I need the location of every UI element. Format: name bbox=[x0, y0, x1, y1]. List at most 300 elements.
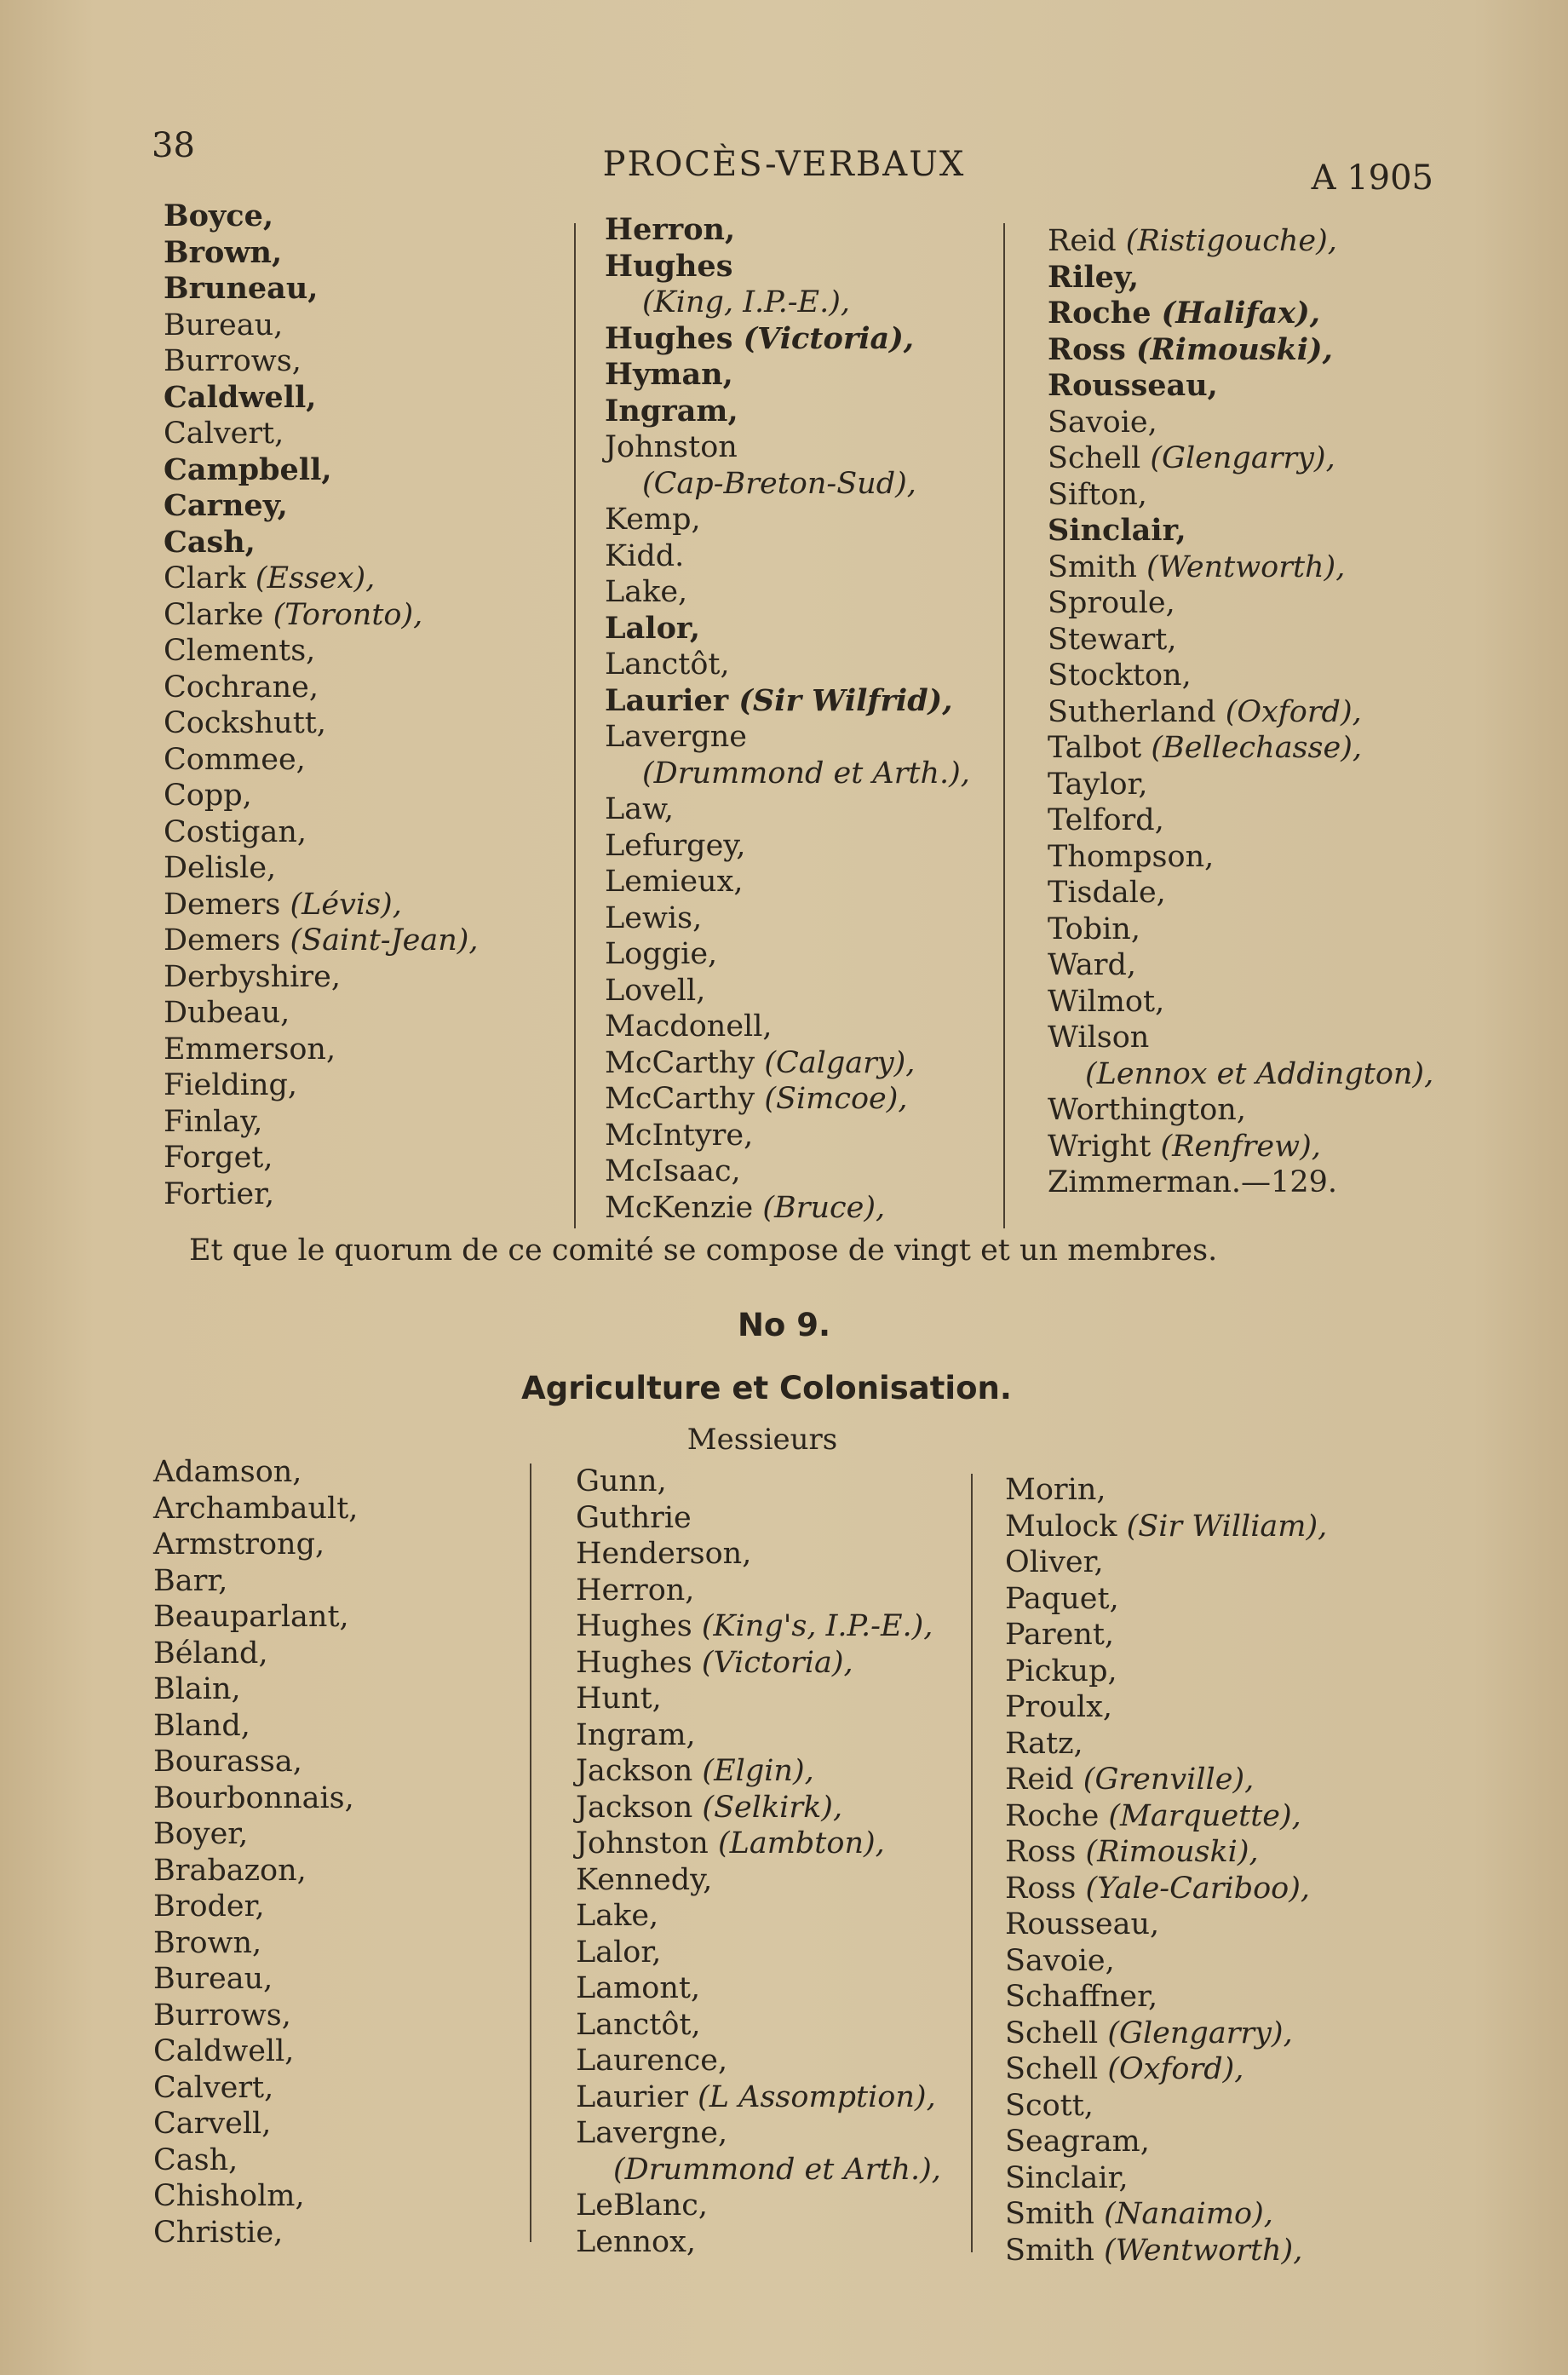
member-entry bbox=[1048, 730, 1433, 767]
member-name: Burrows, bbox=[164, 344, 302, 378]
member-name: Ross bbox=[1005, 1871, 1086, 1906]
member-entry bbox=[605, 900, 970, 937]
member-entry bbox=[164, 561, 479, 597]
member-entry bbox=[1005, 1653, 1327, 1690]
member-name: Mulock bbox=[1005, 1509, 1127, 1544]
member-name: McCarthy bbox=[605, 1082, 765, 1116]
member-name: Schell bbox=[1048, 441, 1151, 475]
member-name: Lewis, bbox=[605, 900, 703, 935]
member-riding: (Rimouski), bbox=[1085, 1835, 1259, 1869]
member-riding: (Sir William), bbox=[1126, 1509, 1328, 1544]
member-entry bbox=[164, 308, 479, 344]
member-riding: (Lévis), bbox=[290, 887, 402, 922]
member-name: Sifton, bbox=[1048, 477, 1147, 512]
member-entry bbox=[605, 538, 970, 575]
member-entry bbox=[605, 611, 970, 647]
member-name: Sinclair, bbox=[1048, 513, 1186, 548]
member-entry bbox=[1048, 440, 1433, 477]
member-riding: (Oxford), bbox=[1225, 694, 1362, 729]
member-name: Cochrane, bbox=[164, 670, 319, 704]
member-riding: (Wentworth), bbox=[1104, 2233, 1303, 2268]
member-entry bbox=[1048, 1020, 1433, 1056]
member-name: Carney, bbox=[164, 488, 288, 523]
member-name: McIsaac, bbox=[605, 1154, 741, 1188]
member-riding: (Victoria), bbox=[701, 1645, 853, 1680]
member-entry bbox=[164, 633, 479, 670]
member-riding: (Yale-Cariboo), bbox=[1085, 1871, 1311, 1906]
member-name: Cockshutt, bbox=[164, 706, 326, 740]
member-name: Derbyshire, bbox=[164, 959, 341, 994]
member-entry bbox=[153, 1816, 358, 1853]
member-name: Wilmot, bbox=[1048, 984, 1165, 1019]
member-entry bbox=[1048, 1129, 1433, 1165]
member-column-1 bbox=[164, 198, 479, 1212]
member-name: Dubeau, bbox=[164, 996, 290, 1030]
member-name: Ward, bbox=[1048, 948, 1137, 982]
member-entry bbox=[576, 1970, 941, 2007]
member-name: Bland, bbox=[153, 1708, 250, 1743]
member-entry bbox=[1005, 2016, 1327, 2052]
member-name: Sinclair, bbox=[1005, 2160, 1129, 2195]
member-name: LeBlanc, bbox=[576, 2188, 709, 2223]
member-entry bbox=[605, 574, 970, 611]
member-riding: (Marquette), bbox=[1108, 1798, 1301, 1833]
member-entry bbox=[1048, 223, 1433, 260]
member-riding: (Grenville), bbox=[1083, 1763, 1255, 1797]
member-entry bbox=[164, 343, 479, 380]
member-name: Laurence, bbox=[576, 2044, 728, 2078]
member-riding: (Essex), bbox=[255, 561, 376, 595]
member-entry bbox=[153, 2178, 358, 2215]
member-entry bbox=[1005, 1726, 1327, 1763]
member-riding: (Oxford), bbox=[1107, 2052, 1244, 2086]
member-riding: (Bruce), bbox=[762, 1190, 886, 1225]
member-entry bbox=[1048, 694, 1433, 731]
member-entry bbox=[1005, 2051, 1327, 2088]
member-name: Hughes bbox=[605, 320, 744, 356]
member-entry bbox=[605, 357, 970, 394]
member-entry bbox=[576, 1935, 941, 1971]
member-name: Henderson, bbox=[576, 1537, 752, 1571]
member-entry bbox=[605, 791, 970, 828]
member-riding: (Toronto), bbox=[273, 597, 423, 632]
session-year: A 1905 bbox=[1311, 158, 1433, 198]
member-riding: (Drummond et Arth.), bbox=[642, 756, 970, 791]
member-name: Roche bbox=[1048, 296, 1162, 331]
member-entry bbox=[164, 670, 479, 706]
member-name: Lamont, bbox=[576, 1971, 701, 2005]
member-name: Herron, bbox=[605, 212, 736, 247]
member-name: Caldwell, bbox=[153, 2034, 295, 2068]
column-divider bbox=[1003, 223, 1005, 1228]
column-divider bbox=[574, 223, 576, 1228]
member-name: Hughes bbox=[605, 248, 733, 284]
member-entry bbox=[576, 1862, 941, 1899]
member-name: Armstrong, bbox=[153, 1527, 325, 1561]
member-riding: (King, I.P.-E.), bbox=[642, 285, 851, 319]
member-name: Brown, bbox=[164, 234, 283, 270]
member-name: Law, bbox=[605, 792, 675, 826]
member-name: Schell bbox=[1005, 2016, 1108, 2050]
member-name: Rousseau, bbox=[1005, 1907, 1160, 1941]
member-entry bbox=[1005, 1472, 1327, 1509]
member-name: Gunn, bbox=[576, 1464, 667, 1498]
member-name: Caldwell, bbox=[164, 379, 317, 415]
member-name: Pickup, bbox=[1005, 1653, 1117, 1688]
member-entry bbox=[605, 936, 970, 973]
member-name: Clark bbox=[164, 561, 256, 595]
member-entry bbox=[164, 452, 479, 489]
member-entry bbox=[164, 705, 479, 742]
member-entry bbox=[1048, 622, 1433, 658]
member-column-2 bbox=[605, 212, 970, 1226]
member-entry bbox=[164, 1104, 479, 1141]
member-entry bbox=[576, 1608, 941, 1645]
member-name: Reid bbox=[1048, 224, 1126, 258]
member-name: Scott, bbox=[1005, 2088, 1094, 2123]
member-entry bbox=[1048, 1092, 1433, 1129]
member-name: Roche bbox=[1005, 1798, 1109, 1833]
member-name: Kidd. bbox=[605, 538, 685, 573]
member-riding: (L Assomption), bbox=[698, 2079, 936, 2114]
member-name: Savoie, bbox=[1005, 1943, 1115, 1978]
member-name: Kemp, bbox=[605, 503, 701, 537]
member-name: Lake, bbox=[576, 1899, 659, 1933]
member-name: Delisle, bbox=[164, 851, 277, 885]
member-entry bbox=[153, 1491, 358, 1527]
member-name: Lanctôt, bbox=[605, 647, 730, 681]
member-name: Reid bbox=[1005, 1763, 1083, 1797]
member-entry bbox=[576, 1536, 941, 1573]
member-name: Calvert, bbox=[153, 2070, 274, 2105]
member-entry bbox=[153, 1671, 358, 1708]
member-name: Lemieux, bbox=[605, 865, 744, 899]
member-name: Seagram, bbox=[1005, 2125, 1150, 2159]
member-entry bbox=[1005, 2088, 1327, 2125]
member-name: Herron, bbox=[576, 1573, 695, 1607]
member-name: Kennedy, bbox=[576, 1862, 713, 1897]
member-name: Schaffner, bbox=[1005, 1980, 1158, 2014]
member-entry bbox=[153, 1563, 358, 1600]
member-entry bbox=[153, 1708, 358, 1745]
member-name: Lavergne, bbox=[576, 2116, 728, 2150]
member-name: McIntyre, bbox=[605, 1118, 754, 1153]
member-entry bbox=[605, 756, 970, 792]
member-name: Ross bbox=[1005, 1835, 1086, 1869]
member-name: Tisdale, bbox=[1048, 876, 1166, 910]
member-name: Loggie, bbox=[605, 937, 718, 971]
member-name: Sutherland bbox=[1048, 694, 1226, 729]
member-entry bbox=[1048, 585, 1433, 622]
member-name: Wilson bbox=[1048, 1021, 1150, 1055]
member-name: Johnston bbox=[605, 430, 738, 464]
member-name: Bureau, bbox=[164, 308, 284, 342]
member-name: McKenzie bbox=[605, 1190, 763, 1225]
member-name: Barr, bbox=[153, 1563, 228, 1598]
member-name: Riley, bbox=[1048, 259, 1140, 295]
member-name: Boyce, bbox=[164, 198, 274, 233]
member-entry bbox=[605, 321, 970, 358]
member-entry bbox=[605, 1045, 970, 1082]
member-entry bbox=[164, 778, 479, 814]
member-entry bbox=[605, 1009, 970, 1045]
member-entry bbox=[1005, 1979, 1327, 2016]
member-entry bbox=[153, 1454, 358, 1491]
column-divider bbox=[971, 1474, 973, 2252]
member-entry bbox=[1048, 658, 1433, 694]
member-entry bbox=[1048, 911, 1433, 948]
member-column-3 bbox=[1005, 1472, 1327, 2269]
member-riding: (Glengarry), bbox=[1150, 441, 1335, 475]
member-entry bbox=[605, 1081, 970, 1118]
member-entry bbox=[1005, 1798, 1327, 1835]
member-name: Bruneau, bbox=[164, 271, 319, 306]
member-entry bbox=[1048, 368, 1433, 405]
member-entry bbox=[576, 1681, 941, 1717]
quorum-statement: Et que le quorum de ce comité se compose de vingt et un membres. bbox=[189, 1234, 1218, 1268]
member-riding: (Drummond et Arth.), bbox=[613, 2152, 941, 2187]
member-entry bbox=[153, 1744, 358, 1780]
member-column-1 bbox=[153, 1454, 358, 2251]
member-entry bbox=[164, 887, 479, 923]
member-entry bbox=[164, 271, 479, 308]
member-name: Christie, bbox=[153, 2215, 284, 2250]
member-name: Blain, bbox=[153, 1672, 241, 1706]
member-entry bbox=[1005, 1689, 1327, 1726]
member-entry bbox=[576, 1464, 941, 1500]
member-name: Ratz, bbox=[1005, 1726, 1083, 1761]
member-entry bbox=[576, 2079, 941, 2116]
member-name: Calvert, bbox=[164, 417, 284, 451]
member-name: Ingram, bbox=[605, 393, 738, 428]
member-entry bbox=[1048, 947, 1433, 984]
member-entry bbox=[153, 2106, 358, 2142]
member-entry bbox=[1005, 1544, 1327, 1581]
member-name: Talbot bbox=[1048, 731, 1152, 765]
member-entry bbox=[605, 864, 970, 900]
member-riding: (Wentworth), bbox=[1146, 549, 1346, 584]
member-entry bbox=[153, 2033, 358, 2070]
member-entry bbox=[164, 525, 479, 561]
member-name: Smith bbox=[1005, 2197, 1105, 2231]
member-name: Jackson bbox=[576, 1754, 703, 1788]
member-entry bbox=[1005, 1871, 1327, 1907]
member-entry bbox=[605, 1190, 970, 1227]
member-entry bbox=[576, 1753, 941, 1790]
member-name: Ross bbox=[1048, 331, 1137, 367]
member-name: Taylor, bbox=[1048, 767, 1148, 802]
member-name: Bourassa, bbox=[153, 1745, 302, 1779]
member-name: Laurier bbox=[576, 2079, 698, 2114]
member-riding: (Bellechasse), bbox=[1151, 731, 1362, 765]
section-number: No 9. bbox=[737, 1307, 831, 1343]
member-name: Parent, bbox=[1005, 1618, 1115, 1652]
member-entry bbox=[1048, 839, 1433, 876]
member-entry bbox=[153, 1998, 358, 2034]
member-name: Hughes bbox=[576, 1645, 702, 1680]
member-entry bbox=[1005, 2160, 1327, 2197]
member-entry bbox=[605, 719, 970, 756]
member-entry bbox=[605, 502, 970, 538]
member-entry bbox=[164, 923, 479, 959]
member-name: Lalor, bbox=[576, 1935, 662, 1970]
member-entry bbox=[605, 212, 970, 249]
member-entry bbox=[576, 2115, 941, 2152]
member-name: Bourbonnais, bbox=[153, 1780, 354, 1815]
member-name: Demers bbox=[164, 887, 290, 922]
member-entry bbox=[1005, 1906, 1327, 1943]
member-entry bbox=[153, 1925, 358, 1962]
member-entry bbox=[153, 1599, 358, 1636]
member-name: Demers bbox=[164, 923, 290, 957]
member-riding: (Sir Wilfrid), bbox=[738, 682, 953, 718]
member-name: Brabazon, bbox=[153, 1853, 307, 1888]
member-riding: (Simcoe), bbox=[764, 1082, 908, 1116]
member-name: Clarke bbox=[164, 597, 273, 632]
member-name: Beauparlant, bbox=[153, 1600, 349, 1634]
member-entry bbox=[1048, 1056, 1433, 1093]
member-entry bbox=[576, 1898, 941, 1935]
page-title: PROCÈS-VERBAUX bbox=[602, 145, 966, 184]
member-name: Lennox, bbox=[576, 2224, 696, 2259]
member-entry bbox=[1005, 2196, 1327, 2233]
member-entry bbox=[1005, 1943, 1327, 1980]
member-name: Cash, bbox=[153, 2142, 238, 2177]
member-name: Morin, bbox=[1005, 1473, 1106, 1507]
member-riding: (Elgin), bbox=[702, 1754, 814, 1788]
member-name: Lake, bbox=[605, 575, 688, 609]
member-name: Stockton, bbox=[1048, 658, 1192, 693]
member-riding: (Cap-Breton-Sud), bbox=[642, 466, 916, 501]
member-riding: (Glengarry), bbox=[1107, 2016, 1293, 2050]
member-entry bbox=[164, 1176, 479, 1213]
member-entry bbox=[164, 814, 479, 851]
member-entry bbox=[164, 995, 479, 1032]
member-riding: (Selkirk), bbox=[702, 1790, 843, 1825]
member-entry bbox=[605, 683, 970, 720]
member-name: Lefurgey, bbox=[605, 828, 746, 863]
member-name: Cash, bbox=[164, 524, 256, 560]
member-riding: (Calgary), bbox=[764, 1045, 916, 1080]
member-entry bbox=[605, 1153, 970, 1190]
member-entry bbox=[164, 488, 479, 525]
member-name: Smith bbox=[1005, 2233, 1105, 2268]
member-riding: (Ristigouche), bbox=[1125, 224, 1337, 258]
member-name: Hughes bbox=[576, 1609, 702, 1643]
member-entry bbox=[1048, 802, 1433, 839]
member-name: Brown, bbox=[153, 1925, 262, 1960]
member-entry bbox=[1048, 767, 1433, 803]
member-entry bbox=[164, 742, 479, 779]
member-entry bbox=[1048, 477, 1433, 514]
member-name: Burrows, bbox=[153, 1998, 291, 2033]
member-name: Hunt, bbox=[576, 1682, 662, 1716]
member-name: Macdonell, bbox=[605, 1009, 773, 1044]
member-entry bbox=[605, 285, 970, 321]
member-entry bbox=[1005, 1581, 1327, 1618]
member-name: Finlay, bbox=[164, 1104, 263, 1139]
member-name: Béland, bbox=[153, 1636, 268, 1671]
section-title: Agriculture et Colonisation. bbox=[521, 1370, 1012, 1406]
member-name: Stewart, bbox=[1048, 622, 1177, 657]
member-entry bbox=[576, 1826, 941, 1862]
member-name: Oliver, bbox=[1005, 1545, 1104, 1579]
member-name: Lavergne bbox=[605, 720, 747, 754]
member-entry bbox=[576, 2007, 941, 2044]
member-name: Clements, bbox=[164, 634, 316, 668]
member-name: Schell bbox=[1005, 2052, 1108, 2086]
member-name: Wright bbox=[1048, 1129, 1161, 1164]
member-entry bbox=[576, 1717, 941, 1754]
member-entry bbox=[576, 1645, 941, 1682]
member-name: Emmerson, bbox=[164, 1032, 336, 1067]
member-riding: (Lambton), bbox=[717, 1826, 885, 1860]
member-entry bbox=[1005, 1617, 1327, 1653]
member-entry bbox=[153, 2215, 358, 2251]
member-column-3 bbox=[1048, 223, 1433, 1201]
member-entry bbox=[605, 1118, 970, 1154]
member-entry bbox=[153, 2070, 358, 2107]
member-name: Fortier, bbox=[164, 1176, 275, 1211]
member-entry bbox=[576, 2043, 941, 2079]
section-subtitle: Messieurs bbox=[686, 1423, 838, 1457]
member-name: Campbell, bbox=[164, 451, 332, 487]
member-entry bbox=[1048, 1164, 1433, 1201]
member-entry bbox=[605, 466, 970, 503]
member-entry bbox=[1005, 1509, 1327, 1545]
member-entry bbox=[576, 1500, 941, 1537]
member-entry bbox=[153, 1961, 358, 1998]
member-name: Ingram, bbox=[576, 1717, 696, 1752]
member-name: Telford, bbox=[1048, 803, 1164, 837]
member-name: Jackson bbox=[576, 1790, 703, 1825]
member-entry bbox=[605, 973, 970, 1009]
member-entry bbox=[164, 198, 479, 235]
member-entry bbox=[1048, 984, 1433, 1021]
member-name: Proulx, bbox=[1005, 1690, 1112, 1724]
member-entry bbox=[153, 1853, 358, 1889]
member-entry bbox=[1005, 1762, 1327, 1798]
member-name: Archambault, bbox=[153, 1491, 359, 1526]
member-entry bbox=[605, 647, 970, 683]
member-entry bbox=[1048, 875, 1433, 911]
member-riding: (Nanaimo), bbox=[1104, 2197, 1273, 2231]
member-entry bbox=[164, 1140, 479, 1176]
member-riding: (Rimouski), bbox=[1136, 331, 1333, 367]
member-riding: (Saint-Jean), bbox=[290, 923, 479, 957]
member-column-2 bbox=[576, 1464, 941, 2260]
member-entry bbox=[1005, 2124, 1327, 2160]
member-name: Zimmerman.—129. bbox=[1048, 1165, 1337, 1199]
member-entry bbox=[576, 1790, 941, 1826]
member-name: Lalor, bbox=[605, 610, 701, 646]
member-name: Savoie, bbox=[1048, 405, 1157, 440]
member-entry bbox=[605, 828, 970, 865]
member-name: Rousseau, bbox=[1048, 368, 1218, 403]
member-entry bbox=[164, 850, 479, 887]
member-name: Tobin, bbox=[1048, 911, 1140, 946]
column-divider bbox=[530, 1464, 531, 2242]
member-entry bbox=[605, 429, 970, 466]
member-entry bbox=[164, 416, 479, 452]
member-name: Thompson, bbox=[1048, 839, 1215, 874]
member-name: Laurier bbox=[605, 682, 739, 718]
member-entry bbox=[1048, 549, 1433, 586]
member-entry bbox=[153, 2142, 358, 2179]
member-entry bbox=[164, 1032, 479, 1068]
member-entry bbox=[1048, 296, 1433, 332]
member-entry bbox=[153, 1889, 358, 1925]
